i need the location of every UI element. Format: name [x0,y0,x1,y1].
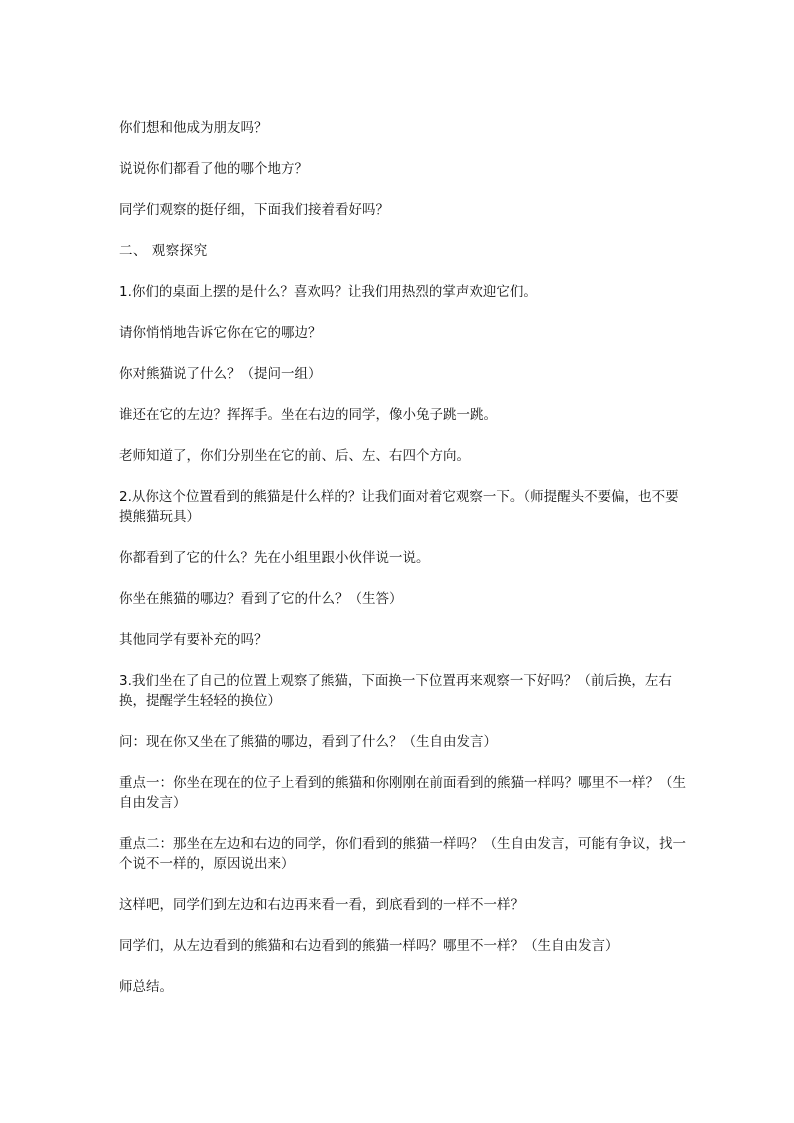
paragraph-3: 同学们观察的挺仔细，下面我们接着看好吗？ [119,202,389,218]
paragraph-12: 你坐在熊猫的哪边？看到了它的什么？（生答） [119,591,403,607]
paragraph-7: 你对熊猫说了什么？（提问一组） [119,366,322,382]
section-heading-observe: 二、 观察探究 [119,243,208,259]
paragraph-15: 问：现在你又坐在了熊猫的哪边，看到了什么？（生自由发言） [119,734,497,750]
paragraph-8: 谁还在它的左边？挥挥手。坐在右边的同学，像小兔子跳一跳。 [119,407,497,423]
paragraph-14: 3.我们坐在了自己的位置上观察了熊猫，下面换一下位置再来观察一下好吗？（前后换，左右换，提醒学生轻轻的换位） [119,673,672,709]
paragraph-18: 这样吧，同学们到左边和右边再来看一看，到底看到的一样不一样？ [119,897,524,913]
paragraph-13: 其他同学有要补充的吗？ [119,632,268,648]
paragraph-9: 老师知道了，你们分别坐在它的前、后、左、右四个方向。 [119,448,470,464]
paragraph-1: 你们想和他成为朋友吗？ [119,120,268,136]
paragraph-20: 师总结。 [119,979,173,995]
paragraph-5: 1.你们的桌面上摆的是什么？喜欢吗？让我们用热烈的掌声欢迎它们。 [119,284,537,300]
paragraph-19: 同学们，从左边看到的熊猫和右边看到的熊猫一样吗？哪里不一样？（生自由发言） [119,938,619,954]
paragraph-10: 2.从你这个位置看到的熊猫是什么样的？让我们面对着它观察一下。（师提醒头不要偏，也不要摸熊猫玩具） [119,489,679,525]
paragraph-16: 重点一：你坐在现在的位子上看到的熊猫和你刚刚在前面看到的熊猫一样吗？哪里不一样？（生自由发言） [119,775,686,811]
document-body [119,118,689,1018]
paragraph-6: 请你悄悄地告诉它你在它的哪边？ [119,325,322,341]
paragraph-2: 说说你们都看了他的哪个地方？ [119,161,308,177]
paragraph-11: 你都看到了它的什么？先在小组里跟小伙伴说一说。 [119,550,430,566]
paragraph-17: 重点二：那坐在左边和右边的同学，你们看到的熊猫一样吗？（生自由发言，可能有争议，找一个说不一样的，原因说出来） [119,836,686,872]
